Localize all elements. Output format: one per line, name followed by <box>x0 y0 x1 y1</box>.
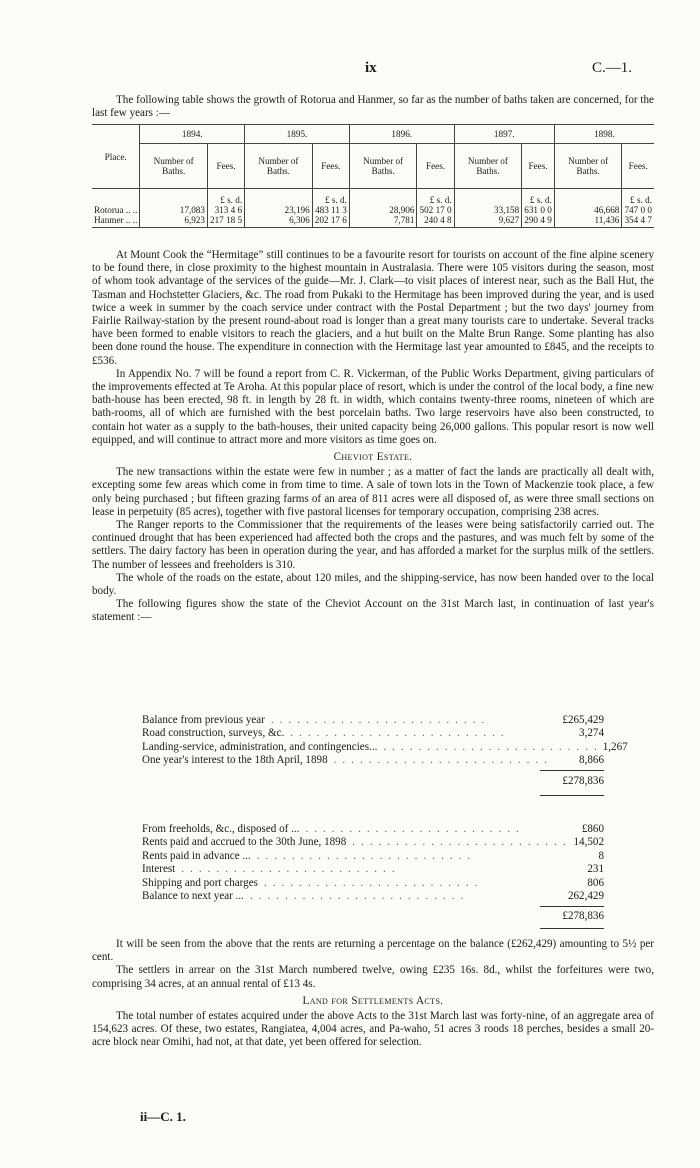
document-reference: C.—1. <box>592 60 633 76</box>
account-row: Landing-service, administration, and contingencies... ......................... 1,267 <box>142 740 628 753</box>
number-header: Number of Baths. <box>140 144 208 189</box>
units-label: £ s. d. <box>622 189 654 206</box>
account-row: One year's interest to the 18th April, 1898 ......................... 8,866 <box>142 754 604 767</box>
land-paragraph: The total number of estates acquired under the above Acts to the 31st March last was forty-nine, of an aggregate area of 154,623 acres. Of these, two estates, Rangiatea, 4,004 acres, and Pa-waho, 51 acres 3 roods 18 perches, besides a small 20-acre block near Omihi, had not, at that date, yet been offered for selection. <box>92 1010 654 1049</box>
units-label: £ s. d. <box>312 189 349 206</box>
cheviot-paragraph-1: The new transactions within the estate were few in number ; as a matter of fact the lands are practically all dealt with, excepting some few areas which come in from time to time. A sale of town lots in the Town of Mackenzie took place, a few only being purchased ; but fifteen grazing farms of an area of 811 acres were all disposed of, as were three small sections on lease in perpetuity (85 acres), together with five pastoral licenses for temporary occupation, comprising 238 acres. <box>92 466 654 518</box>
table-row <box>92 215 654 228</box>
units-label: £ s. d. <box>207 189 244 206</box>
table-subheader-row <box>92 144 654 189</box>
baths-cell: 6,306 <box>245 215 313 228</box>
page-footer: ii—C. 1. <box>140 1109 186 1124</box>
tourist-section <box>92 249 654 625</box>
fees-cell: 502 17 0 <box>417 205 454 215</box>
account-row: Interest ......................... 231 <box>142 863 604 876</box>
place-header: Place. <box>92 125 140 189</box>
year-header: 1898. <box>554 125 654 144</box>
baths-cell: 11,436 <box>554 215 622 228</box>
cheviot-paragraph-2: The Ranger reports to the Commissioner that the requirements of the leases were being satisfactorily carried out. The continued drought that has been experienced had affected both the crops and the pastures, and was much felt by some of the settlers. The dairy factory has been in operation during the year, and has afforded a market for the surplus milk of the settlers. The number of lessees and freeholders is 310. <box>92 519 654 571</box>
fees-cell: 202 17 6 <box>312 215 349 228</box>
fees-cell: 240 4 8 <box>417 215 454 228</box>
table-row <box>92 205 654 215</box>
cheviot-paragraph-4: The following figures show the state of the Cheviot Account on the 31st March last, in continuation of last year's statement :— <box>92 598 654 624</box>
place-cell: Hanmer .. .. <box>92 215 140 228</box>
fees-header: Fees. <box>417 144 454 189</box>
number-header: Number of Baths. <box>349 144 417 189</box>
fees-cell: 217 18 5 <box>207 215 244 228</box>
number-header: Number of Baths. <box>245 144 313 189</box>
fees-header: Fees. <box>312 144 349 189</box>
account-credits <box>142 823 604 903</box>
units-label: £ s. d. <box>417 189 454 206</box>
intro-paragraph: The following table shows the growth of Rotorua and Hanmer, so far as the number of baths taken are concerned, for the last few years :— <box>92 94 654 120</box>
fees-cell: 631 0 0 <box>522 205 555 215</box>
total-rule <box>540 906 604 907</box>
account-row: Road construction, surveys, &c. ......................... 3,274 <box>142 727 604 740</box>
year-header: 1897. <box>454 125 554 144</box>
arrear-paragraph: The settlers in arrear on the 31st March numbered twelve, owing £235 16s. 8d., whilst the forfeitures were two, comprising 34 acres, at an annual rental of £13 4s. <box>92 964 654 990</box>
fees-cell: 290 4 9 <box>522 215 555 228</box>
baths-cell: 33,158 <box>454 205 522 215</box>
baths-cell: 7,781 <box>349 215 417 228</box>
units-row <box>92 189 654 206</box>
fees-cell: 354 4 7 <box>622 215 654 228</box>
fees-header: Fees. <box>522 144 555 189</box>
cheviot-heading: Cheviot Estate. <box>333 451 413 464</box>
baths-table <box>92 124 654 228</box>
fees-cell: 747 0 0 <box>622 205 654 215</box>
total-rule <box>540 795 604 796</box>
account-row: Shipping and port charges ......................... 806 <box>142 876 604 889</box>
account-row: From freeholds, &c., disposed of ... ......................... £860 <box>142 823 604 835</box>
page-number: ix <box>365 60 377 76</box>
total-rule <box>540 928 604 929</box>
year-header: 1894. <box>140 125 245 144</box>
place-cell: Rotorua .. .. <box>94 205 138 215</box>
closing-section <box>92 938 654 1050</box>
total-rule <box>540 770 604 771</box>
land-heading: Land for Settlements Acts. <box>302 994 444 1007</box>
baths-cell: 9,627 <box>454 215 522 228</box>
account-debits <box>142 714 628 768</box>
year-header: 1895. <box>245 125 350 144</box>
fees-cell: 313 4 6 <box>207 205 244 215</box>
baths-cell: 6,923 <box>140 215 208 228</box>
mount-cook-paragraph: At Mount Cook the “Hermitage” still continues to be a favourite resort for tourists on account of the fine alpine scenery to be found there, in close proximity to the highest mountain in Australasia. There were 105 visitors during the season, most of whom took advantage of the services of the guide—Mr. J. Clark—to visit places of interest near, such as the Ball Hut, the Tasman and Hochstetter Glaciers, &c. The road from Pukaki to the Hermitage has been improved during the year, and is used twice a week in summer by the coach service under contract with the Postal Department ; but the two days' journey from Fairlie Railway-station by the present round-about road is longer than a great many tourists care to undertake. Several tracks have been formed to enable visitors to reach the glaciers, and a hut built on the Malte Brun Range. Some planting has also been done round the house. The expenditure in connection with the Hermitage last year amounted to £845, and the receipts to £536. <box>92 249 654 367</box>
baths-cell: 46,668 <box>554 205 622 215</box>
baths-cell: 17,083 <box>140 205 208 215</box>
debit-total: £278,836 <box>562 775 604 787</box>
number-header: Number of Baths. <box>554 144 622 189</box>
rents-paragraph: It will be seen from the above that the rents are returning a percentage on the balance (£262,429) amounting to 5½ per cent. <box>92 938 654 964</box>
fees-header: Fees. <box>207 144 244 189</box>
units-label: £ s. d. <box>522 189 555 206</box>
cheviot-paragraph-3: The whole of the roads on the estate, about 120 miles, and the shipping-service, has now been handed over to the local body. <box>92 571 654 598</box>
credit-total: £278,836 <box>562 910 604 922</box>
te-aroha-paragraph: In Appendix No. 7 will be found a report from C. R. Vickerman, of the Public Works Department, giving particulars of the improvements effected at Te Aroha. At this popular place of resort, which is under the control of the local body, a fine new bath-house has been erected, 98 ft. in length by 28 ft. in width, which contains twenty-three rooms, nineteen of which are bath-rooms, all of which are furnished with the best porcelain baths. Two large reservoirs have also been constructed, to contain hot water as a supply to the bath-houses, their united capacity being 26,000 gallons. This popular resort is now well equipped, and will continue to attract more and more visitors as time goes on. <box>92 367 654 446</box>
year-header: 1896. <box>349 125 454 144</box>
account-row: Balance from previous year ......................... £265,429 <box>142 714 604 726</box>
table-year-row <box>92 125 654 144</box>
baths-cell: 23,196 <box>245 205 313 215</box>
fees-cell: 483 11 3 <box>312 205 349 215</box>
baths-cell: 28,906 <box>349 205 417 215</box>
account-row: Balance to next year ... ......................... 262,429 <box>142 889 604 902</box>
account-row: Rents paid in advance ... ......................... 8 <box>142 849 604 862</box>
account-row: Rents paid and accrued to the 30th June, 1898 ......................... 14,502 <box>142 836 604 849</box>
number-header: Number of Baths. <box>454 144 522 189</box>
intro-block <box>92 94 654 120</box>
fees-header: Fees. <box>622 144 654 189</box>
